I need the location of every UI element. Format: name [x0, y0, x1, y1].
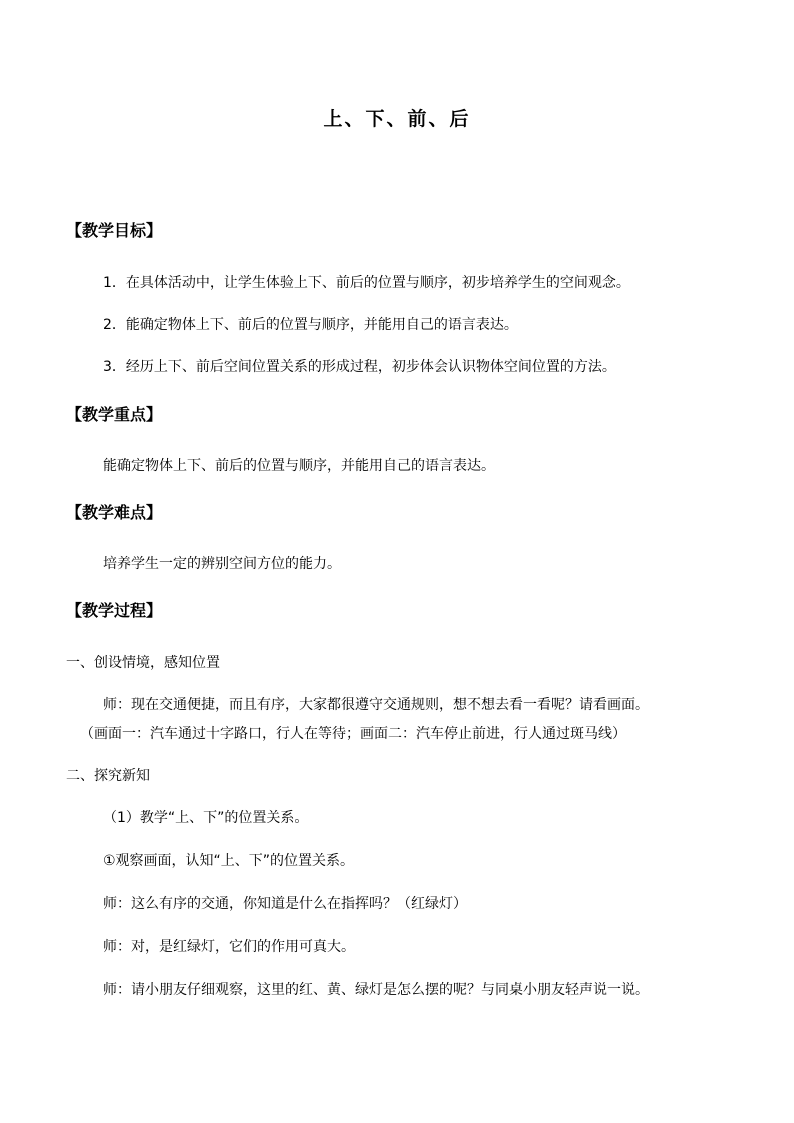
process-part2-line-3: 师：这么有序的交通，你知道是什么在指挥吗？（红绿灯） — [103, 896, 467, 912]
goal-item-1: 1．在具体活动中，让学生体验上下、前后的位置与顺序，初步培养学生的空间观念。 — [103, 275, 630, 291]
heading-goals: 【教学目标】 — [66, 221, 163, 240]
process-part1-line-1: 师：现在交通便捷，而且有序，大家都很遵守交通规则，想不想去看一看呢？请看画面。 — [103, 697, 649, 713]
process-part1-title: 一、创设情境，感知位置 — [66, 655, 220, 671]
heading-difficulties: 【教学难点】 — [66, 503, 163, 522]
goal-item-3: 3．经历上下、前后空间位置关系的形成过程，初步体会认识物体空间位置的方法。 — [103, 359, 616, 375]
key-points-text: 能确定物体上下、前后的位置与顺序，并能用自己的语言表达。 — [103, 458, 495, 474]
heading-key-points: 【教学重点】 — [66, 405, 163, 424]
difficulties-text: 培养学生一定的辨别空间方位的能力。 — [103, 556, 341, 572]
process-part2-line-4: 师：对，是红绿灯，它们的作用可真大。 — [103, 939, 355, 955]
heading-process: 【教学过程】 — [66, 601, 163, 620]
process-part2-line-1: （1）教学“上、下”的位置关系。 — [103, 810, 309, 826]
process-part2-line-5: 师：请小朋友仔细观察，这里的红、黄、绿灯是怎么摆的呢？与同桌小朋友轻声说一说。 — [103, 982, 649, 998]
process-part2-line-2: ①观察画面，认知“上、下”的位置关系。 — [103, 853, 355, 869]
goal-item-2: 2．能确定物体上下、前后的位置与顺序，并能用自己的语言表达。 — [103, 317, 518, 333]
page-title: 上、下、前、后 — [323, 108, 471, 130]
process-part1-line-2: （画面一：汽车通过十字路口，行人在等待；画面二：汽车停止前进，行人通过斑马线） — [80, 726, 626, 742]
process-part2-title: 二、探究新知 — [66, 768, 150, 784]
